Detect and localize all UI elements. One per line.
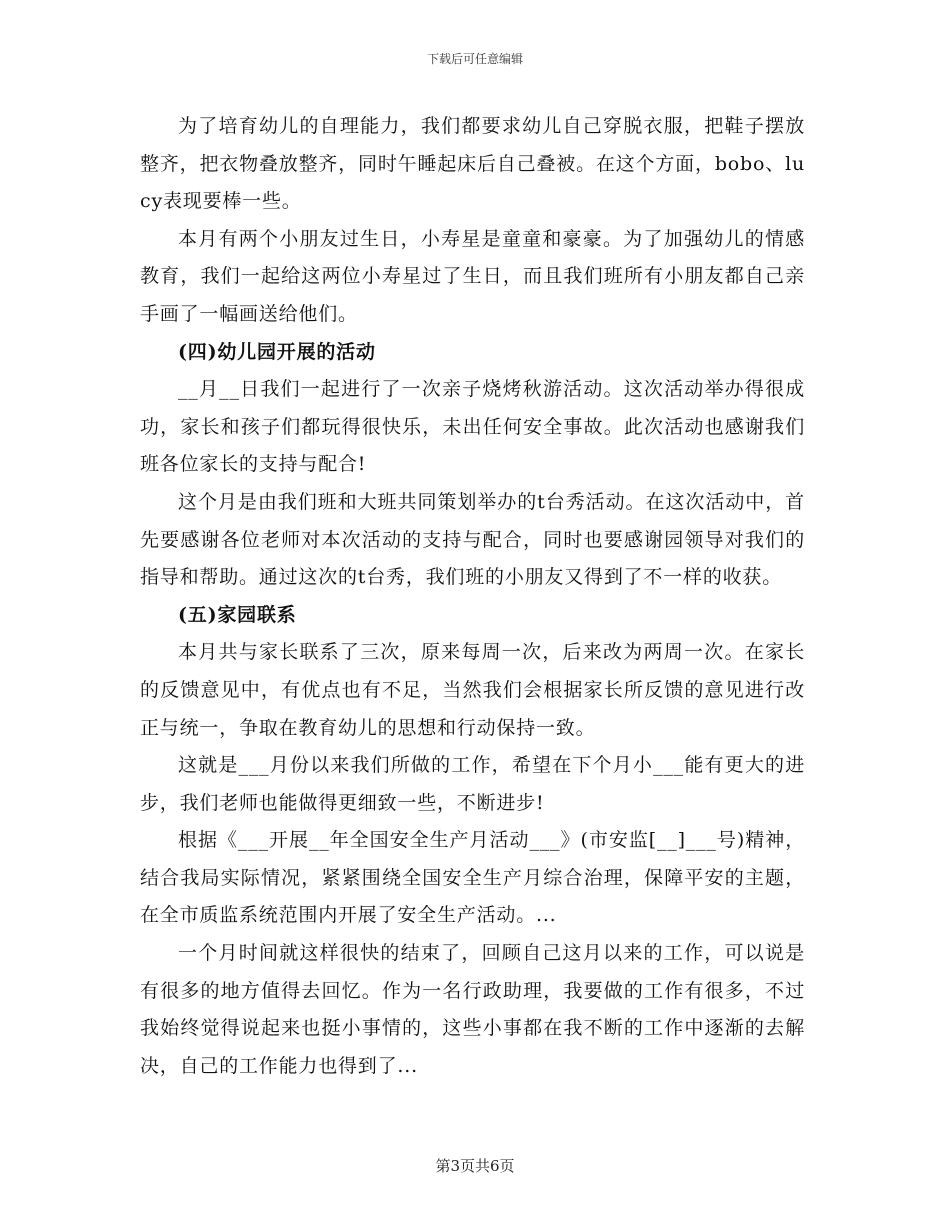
paragraph-birthday: 本月有两个小朋友过生日，小寿星是童童和豪豪。为了加强幼儿的情感教育，我们一起给这两位小寿星过了生日，而且我们班所有小朋友都自己亲手画了一幅画送给他们。: [140, 227, 805, 325]
paragraph-self-care: 为了培育幼儿的自理能力，我们都要求幼儿自己穿脱衣服，把鞋子摆放整齐，把衣物叠放整齐，同时午睡起床后自己叠被。在这个方面，bobo、lucy表现要棒一些。: [140, 115, 805, 213]
section-heading-home-school: (五)家园联系: [178, 603, 297, 626]
paragraph-parent-contact: 本月共与家长联系了三次，原来每周一次，后来改为两周一次。在家长的反馈意见中，有优点也有不足，当然我们会根据家长所反馈的意见进行改正与统一，争取在教育幼儿的思想和行动保持一致。: [140, 641, 805, 739]
paragraph-admin-assistant: 一个月时间就这样很快的结束了，回顾自己这月以来的工作，可以说是有很多的地方值得去回忆。作为一名行政助理，我要做的工作有很多，不过我始终觉得说起来也挺小事情的，这些小事都在我不断的工作中逐渐的去解决，自己的工作能力也得到了...: [140, 942, 805, 1077]
paragraph-safety-month: 根据《___开展__年全国安全生产月活动___》(市安监[__]___号)精神，结合我局实际情况，紧紧围绕全国安全生产月综合治理，保障平安的主题，在全市质监系统范围内开展了安全生产活动。...: [140, 829, 805, 927]
page-header-note: 下载后可任意编辑: [426, 52, 523, 66]
paragraph-t-show: 这个月是由我们班和大班共同策划举办的t台秀活动。在这次活动中，首先要感谢各位老师对本次活动的支持与配合，同时也要感谢园领导对我们的指导和帮助。通过这次的t台秀，我们班的小朋友又得到了不一样的收获。: [140, 490, 805, 589]
paragraph-summary: 这就是___月份以来我们所做的工作，希望在下个月小___能有更大的进步，我们老师也能做得更细致一些，不断进步!: [140, 754, 805, 814]
section-heading-activities: (四)幼儿园开展的活动: [178, 340, 376, 363]
page-number: 第3页共6页: [435, 1157, 515, 1175]
paragraph-bbq-outing: __月__日我们一起进行了一次亲子烧烤秋游活动。这次活动举办得很成功，家长和孩子们都玩得很快乐，未出任何安全事故。此次活动也感谢我们班各位家长的支持与配合!: [140, 378, 805, 476]
document-body: [140, 108, 805, 1085]
